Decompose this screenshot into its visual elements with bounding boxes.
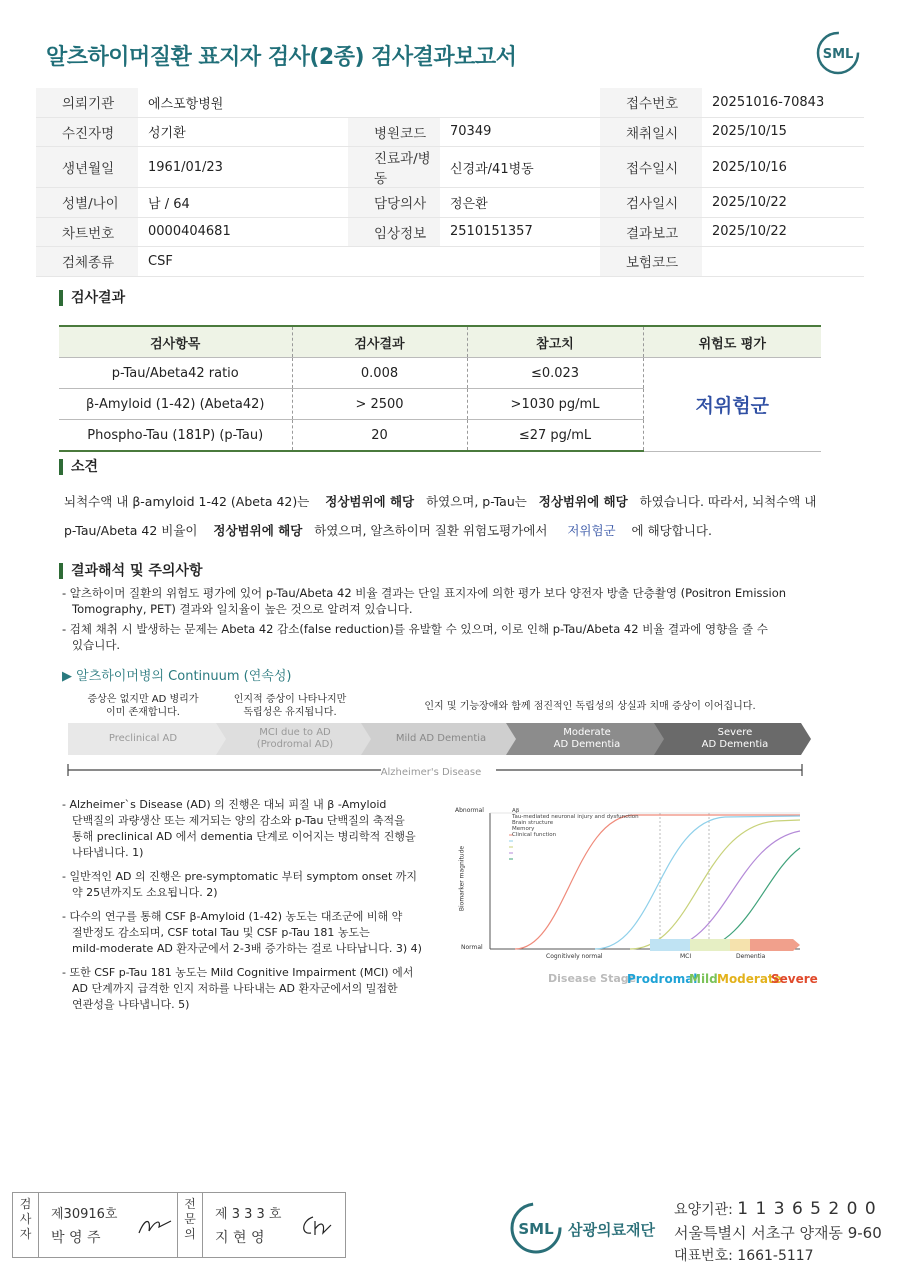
results-heading: 검사결과 [59, 290, 125, 306]
curve-memory [660, 831, 800, 949]
results-header: 위험도 평가 [643, 326, 821, 358]
table-row [59, 358, 821, 389]
stage-mild: Mild [689, 972, 718, 986]
info-row [36, 117, 864, 147]
signer-label: 전 문 의 [177, 1193, 203, 1257]
results-table [59, 325, 821, 452]
info-row [36, 247, 864, 277]
info-value: 20251016-70843 [702, 88, 864, 117]
info-label: 검사일시 [600, 188, 702, 218]
axis-label: Alzheimer's Disease [380, 767, 482, 778]
info-label: 접수일시 [600, 147, 702, 188]
result-item: β-Amyloid (1-42) (Abeta42) [59, 389, 292, 420]
info-value: 에스포항병원 [138, 88, 348, 117]
signer-license: 제 3 3 3 호 [215, 1207, 282, 1222]
continuum-title: ▶ 알츠하이머병의 Continuum (연속성) [62, 669, 292, 684]
curve-brain [630, 820, 800, 949]
info-value: 70349 [440, 117, 600, 147]
result-ref: >1030 pg/mL [467, 389, 643, 420]
info-label: 채취일시 [600, 117, 702, 147]
continuum-note: 인지적 증상이 나타나지만 독립성은 유지됩니다. [233, 694, 347, 718]
sml-logo-icon [815, 30, 861, 76]
info-label: 의뢰기관 [36, 88, 138, 117]
info-label: 결과보고 [600, 217, 702, 247]
facility-code: 요양기관: 1 1 3 6 5 2 0 0 [674, 1199, 877, 1219]
info-label: 임상정보 [348, 217, 440, 247]
result-ref: ≤0.023 [467, 358, 643, 389]
result-value: 0.008 [292, 358, 467, 389]
info-row [36, 88, 864, 117]
interp-notes: - 알츠하이머 질환의 위험도 평가에 있어 p-Tau/Abeta 42 비율 결과는 단일 표지자에 의한 평가 보다 양전자 방출 단층촬영 (Positron Emission Tomography, PET) 결과와 일치율이 높은 것으로 알려져 있습니다. - 검체 채취 시 발생하는 문제는 Abeta 42 감소(false reduction)를 유발할 수 있으며, 이로 인해 p-Tau/Abeta 42 비율 결과에 영향을 줄 수 있습니다. [62, 586, 787, 652]
result-value: > 2500 [292, 389, 467, 420]
legend-entry: Tau-mediated neuronal injury and dysfunction [512, 814, 639, 820]
interp-heading: 결과해석 및 주의사항 [59, 563, 202, 579]
results-header: 참고치 [467, 326, 643, 358]
legend-entry: Aβ [512, 808, 520, 814]
stage-label: Preclinical AD [108, 733, 178, 744]
x-label: Dementia [736, 953, 766, 960]
signature-mark-icon [297, 1211, 337, 1239]
findings-text: 뇌척수액 내 β-amyloid 1-42 (Abeta 42)는 정상범위에 해당 하였으며, p-Tau는 정상범위에 해당 하였습니다. 따라서, 뇌척수액 내 p-Tau/Abeta 42 비율이 정상범위에 해당 하였으며, 알츠하이머 질환 위험도평가에서 저위험군 에 해당합니다. [64, 494, 817, 538]
result-value: 20 [292, 420, 467, 452]
continuum-note: 인지 및 기능장애와 함께 점진적인 독립성의 상실과 치매 증상이 이어집니다. [424, 701, 756, 712]
stage-label: Moderate AD Dementia [553, 727, 621, 750]
info-label: 병원코드 [348, 117, 440, 147]
info-label: 생년월일 [36, 147, 138, 188]
bullet-list: - Alzheimer`s Disease (AD) 의 진행은 대뇌 피질 내 β -Amyloid 단백질의 과량생산 또는 제거되는 양의 감소와 p-Tau 단백질의 축적을 통해 preclinical AD 에서 dementia 단계로 이어지는 병리학적 진행을 나타냅니다. 1) - 일반적인 AD 의 진행은 pre-symptomatic 부터 symptom onset 까지 약 25년까지도 소요됩니다. 2) - 다수의 연구를 통해 CSF β-Amyloid (1-42) 농도는 대조군에 비해 약 절반정도 감소되며, CSF total Tau 및 CSF p-Tau 181 농도는 mild-moderate AD 환자군에서 2-3배 증가하는 걸로 나타납니다. 3) 4) - 또한 CSF p-Tau 181 농도는 Mild Cognitive Impairment (MCI) 에서 AD 단계까지 급격한 인지 저하를 나타내는 AD 환자군에서의 밀접한 연관성을 나타냅니다. 5) [62, 798, 422, 1011]
y-axis-label: Biomarker magnitude [458, 845, 466, 912]
continuum-note: 증상은 없지만 AD 병리가 이미 존재합니다. [87, 694, 199, 718]
signature-box [12, 1192, 346, 1258]
info-value: 2025/10/22 [702, 217, 864, 247]
x-label: MCI [680, 953, 692, 960]
info-row [36, 147, 864, 188]
info-value: 남 / 64 [138, 188, 348, 218]
info-label: 보험코드 [600, 247, 702, 277]
info-value: 1961/01/23 [138, 147, 348, 188]
stage-label: Mild AD Dementia [395, 733, 487, 744]
stage-moderate: Moderate [717, 972, 782, 986]
result-item: p-Tau/Abeta42 ratio [59, 358, 292, 389]
stage-severe: Severe [771, 972, 818, 986]
curve-clinical [695, 848, 800, 949]
signer-name: 박 영 주 [51, 1230, 101, 1246]
info-value: CSF [138, 247, 348, 277]
risk-assessment: 저위험군 [643, 358, 821, 452]
info-label: 담당의사 [348, 188, 440, 218]
patient-info-table [36, 88, 864, 277]
signature-mark-icon [135, 1213, 175, 1239]
signer-name: 지 현 영 [215, 1230, 265, 1246]
signer-license: 제30916호 [51, 1207, 118, 1222]
phone: 대표번호: 1661-5117 [674, 1248, 814, 1264]
info-value: 2025/10/22 [702, 188, 864, 218]
y-bottom-label: Normal [461, 944, 483, 951]
info-value: 정은환 [440, 188, 600, 218]
legend-entry: Brain structure [512, 820, 554, 826]
info-row [36, 188, 864, 218]
info-value: 2025/10/16 [702, 147, 864, 188]
result-ref: ≤27 pg/mL [467, 420, 643, 452]
info-label: 검체종류 [36, 247, 138, 277]
stage-title: Disease Stage [548, 972, 637, 985]
info-row [36, 217, 864, 247]
results-header: 검사결과 [292, 326, 467, 358]
stage-label: Severe AD Dementia [701, 727, 769, 750]
info-label: 진료과/병동 [348, 147, 440, 188]
graph-legend [512, 808, 639, 838]
info-label: 접수번호 [600, 88, 702, 117]
legend-entry: Memory [512, 826, 535, 832]
info-label: 수진자명 [36, 117, 138, 147]
y-top-label: Abnormal [455, 807, 484, 814]
stage-prodromal: Prodromal [627, 972, 698, 986]
info-value: 0000404681 [138, 217, 348, 247]
info-label: 차트번호 [36, 217, 138, 247]
stage-label: MCI due to AD (Prodromal AD) [256, 727, 334, 750]
address: 서울특별시 서초구 양재동 9-60 [674, 1224, 882, 1242]
info-value: 2025/10/15 [702, 117, 864, 147]
page-title: 알츠하이머질환 표지자 검사(2종) 검사결과보고서 [46, 45, 517, 70]
result-item: Phospho-Tau (181P) (p-Tau) [59, 420, 292, 452]
org-name: 삼광의료재단 [568, 1221, 655, 1239]
sml-logo-icon [508, 1200, 564, 1256]
x-label: Cognitively normal [546, 953, 603, 960]
info-value: 2510151357 [440, 217, 600, 247]
logo-text: SML [822, 47, 854, 62]
info-value: 신경과/41병동 [440, 147, 600, 188]
logo-text: SML [518, 1220, 554, 1238]
findings-heading: 소견 [59, 459, 98, 475]
info-value: 성기환 [138, 117, 348, 147]
info-label: 성별/나이 [36, 188, 138, 218]
legend-entry: Clinical function [512, 832, 557, 838]
results-header: 검사항목 [59, 326, 292, 358]
info-value [702, 247, 864, 277]
signer-label: 검 사 자 [13, 1193, 39, 1257]
